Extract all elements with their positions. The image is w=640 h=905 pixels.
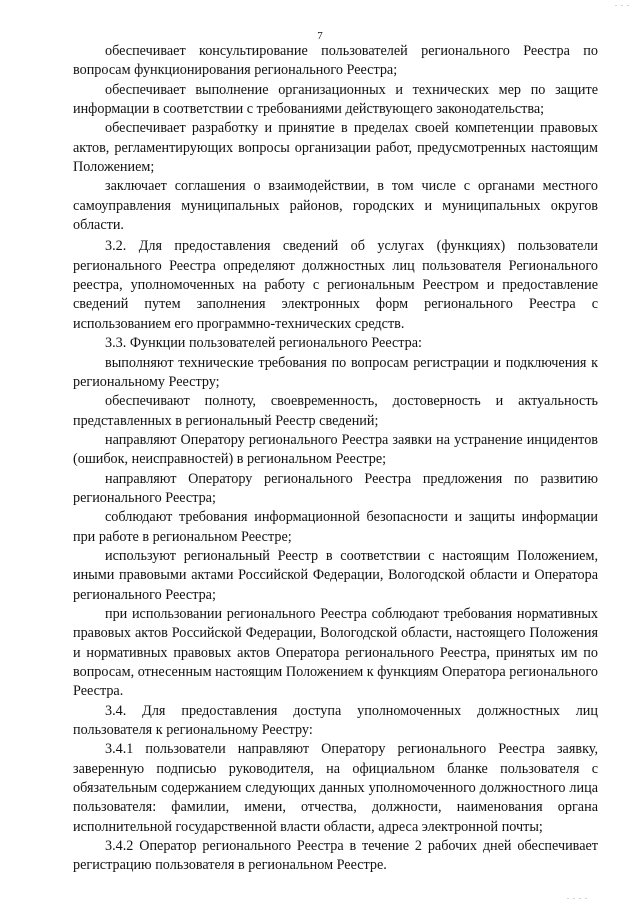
paragraph: направляют Оператору регионального Реестра предложения по развитию регионального Реестра; — [73, 470, 598, 506]
paragraph: используют региональный Реестр в соответствии с настоящим Положением, иными правовыми актами Российской Федерации, Вологодской области и Оператора регионального Реестра; — [73, 547, 598, 603]
paragraph: обеспечивает консультирование пользователей регионального Реестра по вопросам функционирования регионального Реестра; — [73, 43, 598, 79]
scan-mark-bottom: . . . . — [567, 892, 588, 901]
paragraph: выполняют технические требования по вопросам регистрации и подключения к региональному Реестру; — [73, 354, 598, 390]
paragraph: при использовании регионального Реестра соблюдают требования нормативных правовых актов Российской Федерации, Вологодской области, настоящего Положения и нормативных правовых актов Оператора регионального Реестра, принятых им по вопросам, отнесенным настоящим Положением к функциям Оператора регионального Реестра. — [73, 605, 598, 700]
paragraph: 3.3. Функции пользователей регионального Реестра: — [105, 335, 422, 352]
document-body — [73, 42, 598, 876]
paragraph: 3.4.1 пользователи направляют Оператору регионального Реестра заявку, заверенную подписью руководителя, на официальном бланке пользователя с обязательным содержанием следующих данных уполномоченного должностного лица пользователя: фамилии, имени, отчества, должности, наименования органа исполнительной государственной власти области, адреса электронной почты; — [73, 741, 598, 835]
page-number: 7 — [317, 30, 323, 42]
paragraph: 3.2. Для предоставления сведений об услугах (функциях) пользователи регионального Реестра определяют должностных лиц пользователя Регионального реестра, уполномоченных на работу с региональным Реестром и предоставление сведений путем заполнения электронных форм регионального Реестра с использованием его программно-технических средств. — [73, 238, 598, 332]
paragraph: обеспечивают полноту, своевременность, достоверность и актуальность представленных в региональный Реестр сведений; — [73, 393, 598, 429]
scan-mark-top: . . . — [615, 0, 630, 8]
paragraph: обеспечивает выполнение организационных и технических мер по защите информации в соответствии с требованиями действующего законодательства; — [73, 81, 598, 118]
paragraph: соблюдают требования информационной безопасности и защиты информации при работе в региональном Реестре; — [73, 509, 598, 545]
paragraph: заключает соглашения о взаимодействии, в том числе с органами местного самоуправления муниципальных районов, городских и муниципальных округов области. — [73, 178, 598, 234]
paragraph: 3.4. Для предоставления доступа уполномоченных должностных лиц пользователя к региональному Реестру: — [73, 702, 598, 739]
paragraph: обеспечивает разработку и принятие в пределах своей компетенции правовых актов, регламентирующих вопросы организации работ, предусмотренных настоящим Положением; — [73, 120, 598, 176]
paragraph: 3.4.2 Оператор регионального Реестра в течение 2 рабочих дней обеспечивает регистрацию пользователя в региональном Реестре. — [73, 838, 598, 874]
paragraph: направляют Оператору регионального Реестра заявки на устранение инцидентов (ошибок, неисправностей) в региональном Реестре; — [73, 431, 598, 468]
